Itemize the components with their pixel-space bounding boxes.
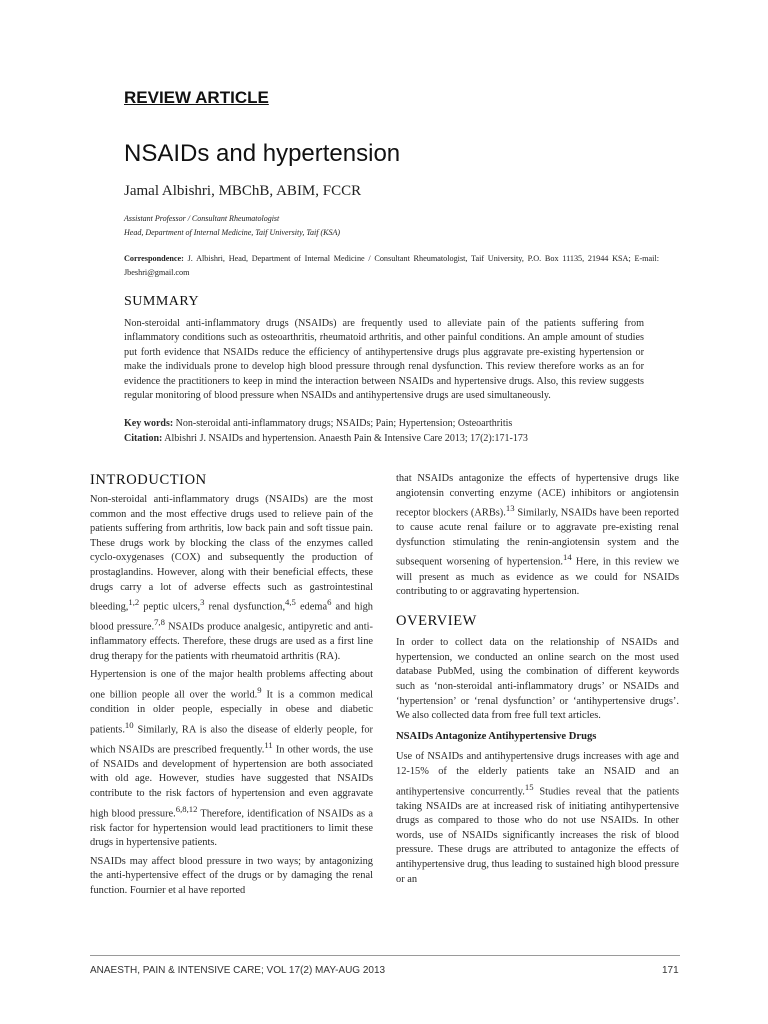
- citation-ref: 14: [563, 552, 572, 563]
- citation-ref: 6,8,12: [175, 803, 198, 814]
- correspondence-label: Correspondence:: [124, 254, 184, 263]
- keywords: [124, 417, 654, 431]
- text-run: renal dysfunction,: [204, 601, 286, 613]
- article-title: NSAIDs and hypertension: [124, 140, 401, 167]
- correspondence: [124, 252, 659, 280]
- citation-ref: 10: [124, 719, 134, 730]
- citation-text: Albishri J. NSAIDs and hypertension. Anaesth Pain & Intensive Care 2013; 17(2):171-173: [164, 433, 528, 444]
- text-run: Here, in this review we will present as much as evidence as we could for NSAIDs contributing to or aggravating hypertension.: [396, 556, 679, 598]
- affiliation-line-1: Assistant Professor / Consultant Rheumatologist: [124, 214, 280, 223]
- author-name: Jamal Albishri, MBChB, ABIM, FCCR: [124, 183, 362, 199]
- citation-label: Citation:: [124, 433, 163, 444]
- text-run: Therefore, identification of NSAIDs as a risk factor for hypertension would lead practitioners to limit these drugs in hypertensive patients.: [90, 808, 373, 849]
- citation-ref: 4,5: [285, 597, 296, 608]
- text-run: Studies reveal that the patients taking NSAIDs are at increased risk of initiating antihypertensive drugs as compared to those who do not use NSAIDs. In other words, use of NSAIDs significantly increases the risk of blood pressure. These drugs are attributed to antagonize the effects of antihypertensive drug, thus leading to sustained high blood pressure or an: [396, 786, 680, 885]
- subsection-paragraph: [396, 750, 679, 887]
- intro-paragraph-1: [90, 493, 373, 664]
- citation-ref: 3: [200, 597, 205, 608]
- text-run: that NSAIDs antagonize the effects of hypertensive drugs like angiotensin converting enzyme (ACE) inhibitors or angiotensin receptor blockers (ARBs).: [396, 473, 679, 519]
- text-run: and high blood pressure.: [90, 601, 373, 633]
- citation-ref: 6: [327, 597, 332, 608]
- correspondence-text: J. Albishri, Head, Department of Internal Medicine / Consultant Rheumatologist, Taif University, P.O. Box 11135, 21944 KSA; E-mail: Jbeshri@gmail.com: [124, 254, 659, 277]
- text-run: Use of NSAIDs and antihypertensive drugs increases with age and 12-15% of the elderly patients take an NSAID and an antihypertensive concurrently.: [396, 751, 679, 798]
- citation-ref: 15: [524, 781, 534, 792]
- right-column: [396, 472, 679, 891]
- intro-paragraph-3: NSAIDs may affect blood pressure in two ways; by antagonizing the anti-hypertensive effect of the drugs or by damaging the renal function. Fournier et al have reported: [90, 855, 373, 897]
- text-run: NSAIDs produce analgesic, antipyretic and anti-inflammatory effects. Therefore, these drugs are used as a first line drug therapy for the patients with rheumatoid arthritis (RA).: [90, 621, 373, 662]
- text-run: Similarly, NSAIDs have been reported to cause acute renal failure or to aggravate pre-existing renal dysfunction stimulating the renin-angiotensin system and the subsequent worsening of hypertension.: [396, 507, 679, 568]
- text-run: Similarly, RA is also the disease of elderly people, for which NSAIDs are prescribed frequently.: [90, 724, 373, 756]
- keywords-text: Non-steroidal anti-inflammatory drugs; NSAIDs; Pain; Hypertension; Osteoarthritis: [175, 418, 513, 429]
- overview-heading: OVERVIEW: [396, 612, 477, 629]
- text-run: Non-steroidal anti-inflammatory drugs (NSAIDs) are the most common and the most effective drugs used to relieve pain of the patients suffering from arthritis, low back pain and soft tissue pain. These drugs work by blocking the class of the enzymes called cyclo-oxygenases (COX) and subsequently the production of prostaglandins. However, along with their beneficial effects, these drugs carry a lot of adverse effects such as gastrointestinal bleeding,: [90, 494, 373, 613]
- citation-ref: 1,2: [128, 597, 140, 608]
- citation-ref: 9: [257, 685, 262, 696]
- introduction-heading: INTRODUCTION: [90, 472, 207, 488]
- page-number: 171: [662, 965, 679, 976]
- text-run: In other words, the use of NSAIDs and development of hypertension are both associated with old age. However, studies have suggested that NSAIDs contribute to the risk factors of hypertension and even aggravate high blood pressure.: [90, 744, 373, 820]
- footer-divider: [90, 955, 680, 956]
- citation-ref: 7,8: [154, 617, 165, 628]
- intro-paragraph-4: [396, 472, 679, 600]
- overview-paragraph: In order to collect data on the relationship of NSAIDs and hypertension, we conducted an online search on the most used database PubMed, using the combination of different keywords such as ‘non-steroidal anti-inflammatory drugs’ or NSAIDs and ‘hypertension’ or ‘renal dysfunction’ or ‘antihypertensive drugs’. We also collected data from free full text articles.: [396, 637, 679, 722]
- text-run: peptic ulcers,: [139, 601, 201, 613]
- citation-ref: 11: [264, 739, 273, 750]
- citation: [124, 432, 654, 446]
- section-label: REVIEW ARTICLE: [124, 88, 269, 107]
- keywords-label: Key words:: [124, 418, 174, 429]
- text-run: Hypertension is one of the major health problems affecting about one billion people all over the world.: [90, 669, 373, 701]
- summary-heading: SUMMARY: [124, 294, 200, 309]
- affiliation-line-2: Head, Department of Internal Medicine, Taif University, Taif (KSA): [124, 228, 341, 237]
- subsection-heading: NSAIDs Antagonize Antihypertensive Drugs: [396, 730, 597, 742]
- citation-ref: 13: [505, 503, 515, 514]
- intro-paragraph-2: [90, 668, 373, 850]
- text-run: edema: [295, 601, 328, 613]
- footer-journal: ANAESTH, PAIN & INTENSIVE CARE; VOL 17(2) MAY-AUG 2013: [90, 965, 386, 976]
- summary-text: Non-steroidal anti-inflammatory drugs (NSAIDs) are frequently used to alleviate pain of the patients suffering from inflammatory conditions such as osteoarthritis, rheumatoid arthritis, and other painful conditions. An ample amount of studies put forth evidence that NSAIDs reduce the efficiency of antihypertensive drugs plus aggravate pre-existing hypertension or make the individuals prone to develop high blood pressure through renal dysfunction. This review therefore works as an for evidence the practitioners to keep in mind the interaction between NSAIDs and hypertensive drugs. Also, this review suggests regular monitoring of blood pressure when NSAIDs and antihypertensive drugs are used simultaneously.: [124, 318, 644, 402]
- text-run: It is a common medical condition in older people, especially in obese and diabetic patients.: [90, 689, 373, 736]
- left-column: [90, 493, 373, 903]
